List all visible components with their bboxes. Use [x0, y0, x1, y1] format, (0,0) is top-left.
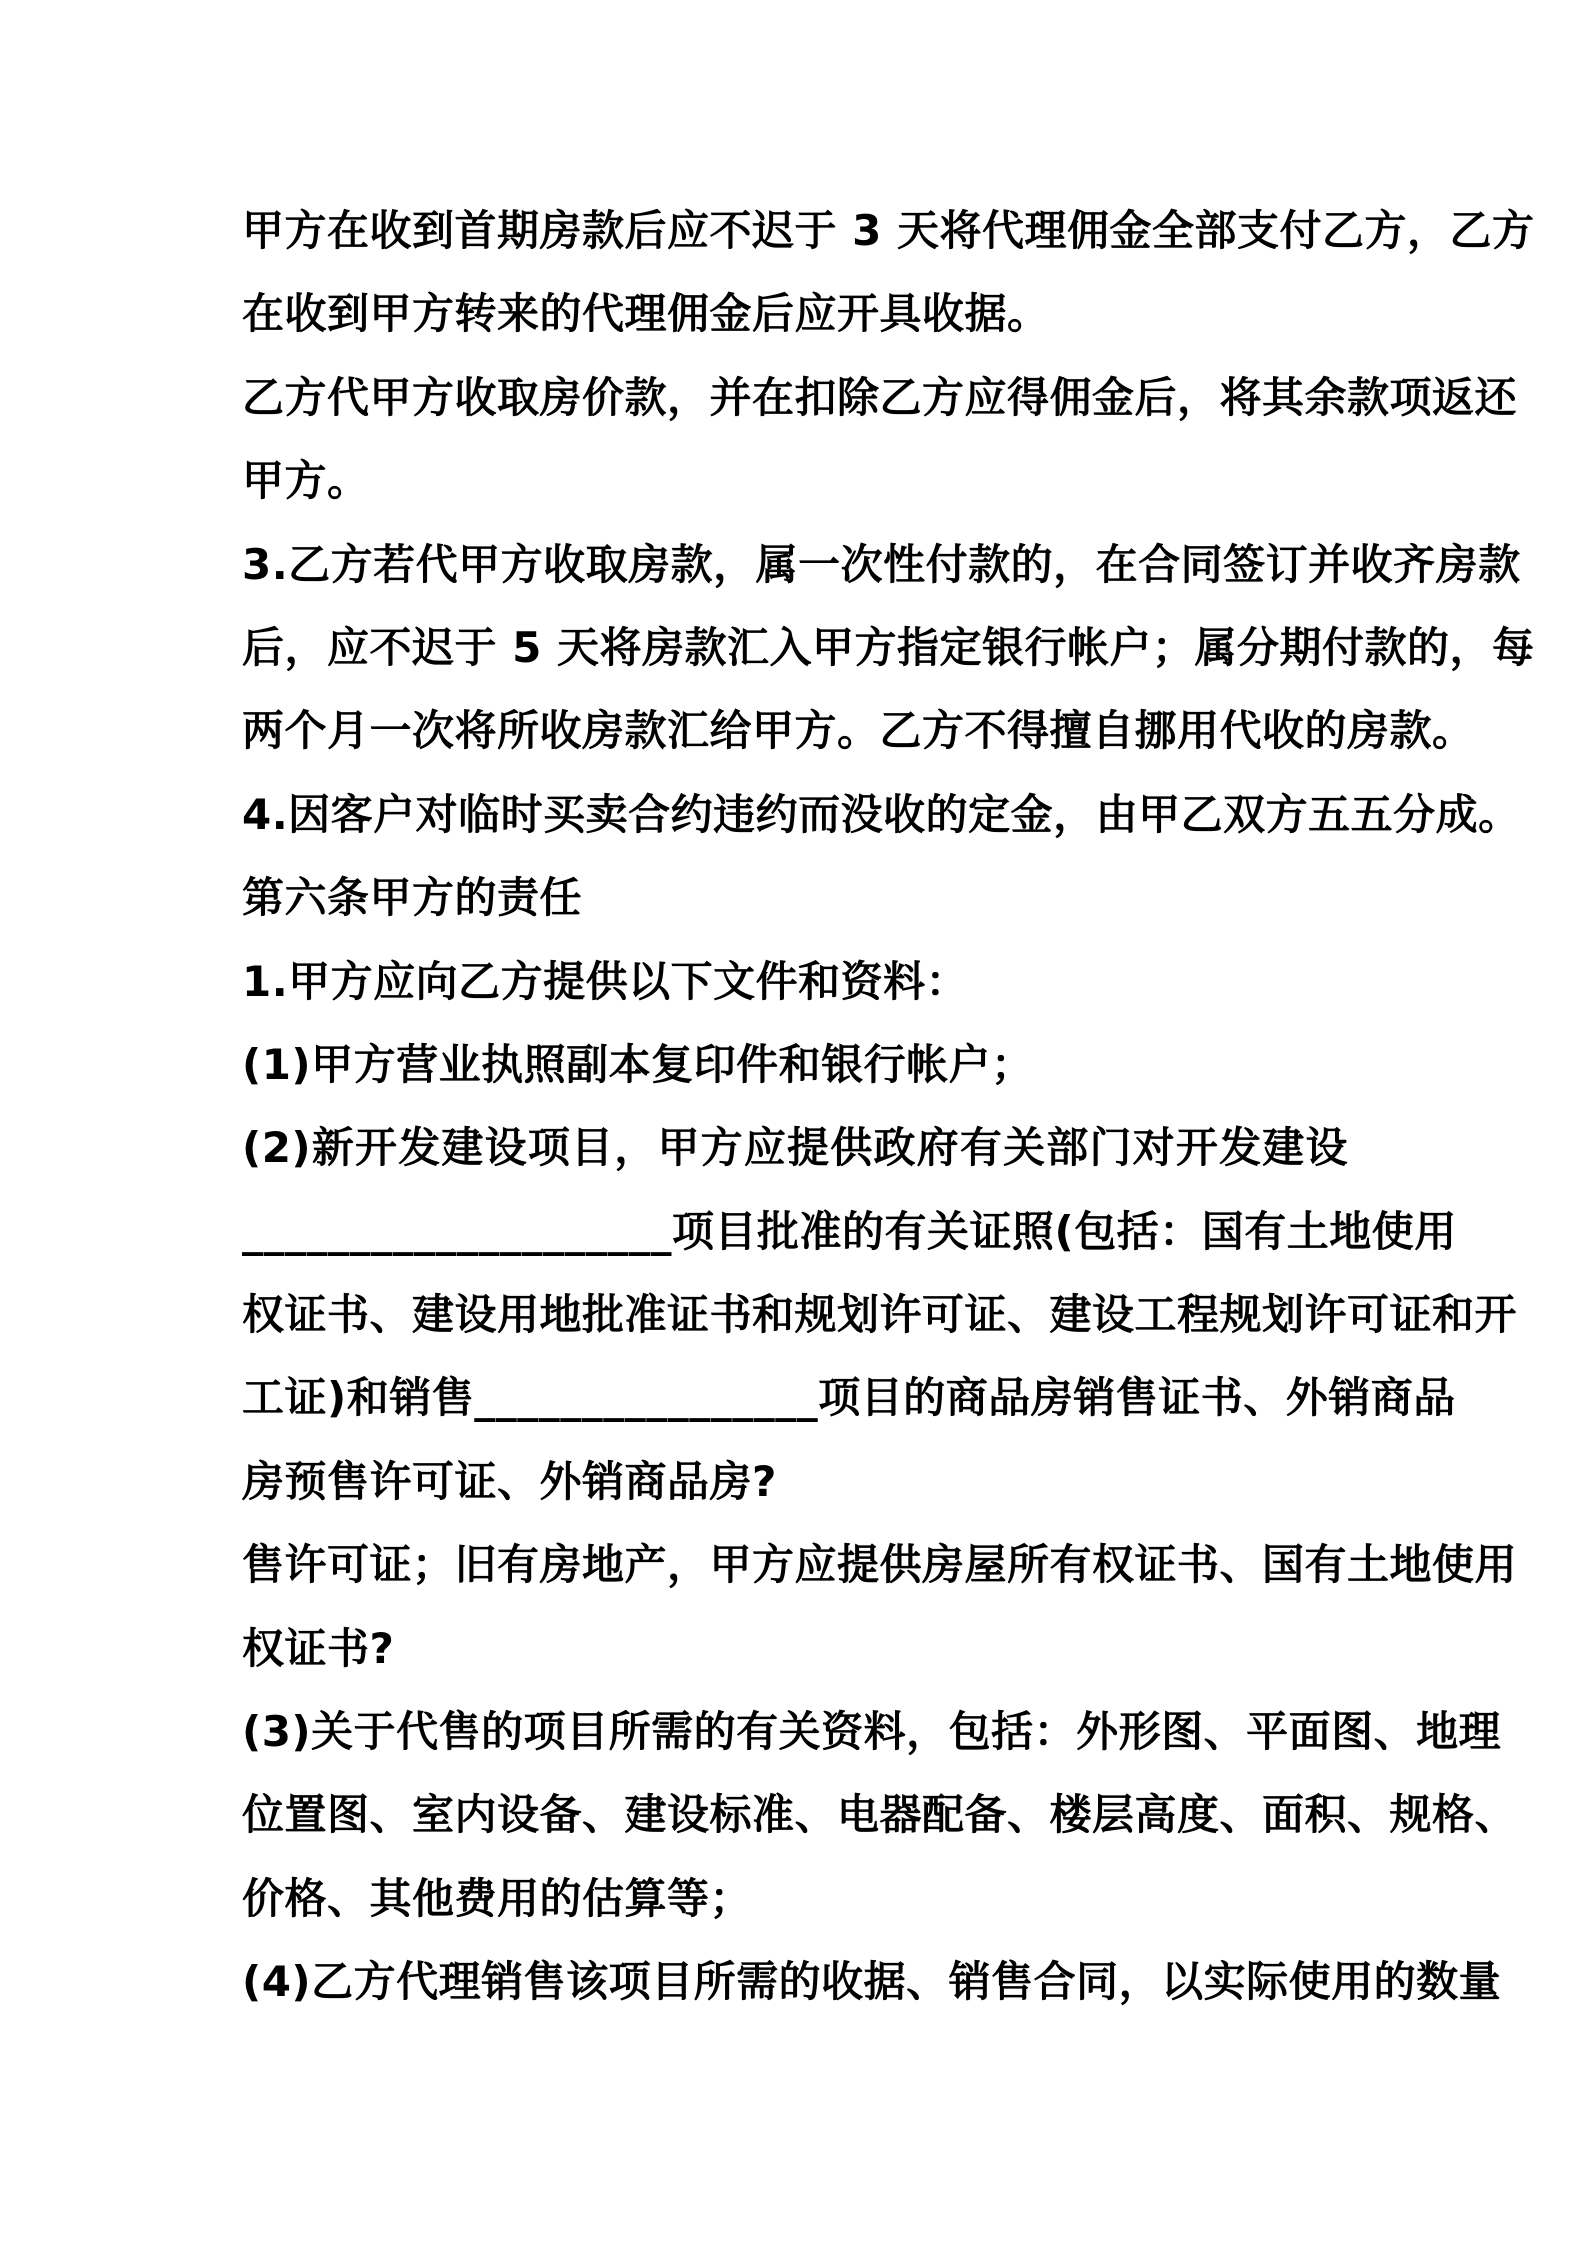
text-line: 甲方。: [242, 456, 370, 506]
text-line-blank-field: ____________________项目批准的有关证照(包括：国有土地使用: [242, 1206, 1457, 1256]
section-heading-article-6: 第六条甲方的责任: [242, 873, 583, 923]
text-line-subitem-3: (3)关于代售的项目所需的有关资料，包括：外形图、平面图、地理: [242, 1707, 1502, 1757]
text-line: 售许可证；旧有房地产，甲方应提供房屋所有权证书、国有土地使用: [242, 1540, 1518, 1590]
text-line-subitem-1: (1)甲方营业执照副本复印件和银行帐户；: [242, 1039, 1034, 1089]
text-line: 权证书、建设用地批准证书和规划许可证、建设工程规划许可证和开: [242, 1290, 1518, 1340]
text-line: 甲方在收到首期房款后应不迟于 3 天将代理佣金全部支付乙方，乙方: [242, 206, 1535, 255]
text-line: 乙方代甲方收取房价款，并在扣除乙方应得佣金后，将其余款项返还: [242, 372, 1518, 422]
text-line-clause-4: 4.因客户对临时买卖合约违约而没收的定金，由甲乙双方五五分成。: [242, 789, 1521, 839]
text-line-subitem-4: (4)乙方代理销售该项目所需的收据、销售合同，以实际使用的数量: [242, 1957, 1502, 2007]
text-line-item-1: 1.甲方应向乙方提供以下文件和资料：: [242, 956, 969, 1006]
text-line-clause-3: 3.乙方若代甲方收取房款，属一次性付款的，在合同签订并收齐房款: [242, 539, 1521, 589]
contract-text-block: [242, 206, 1535, 2041]
text-line: 两个月一次将所收房款汇给甲方。乙方不得擅自挪用代收的房款。: [242, 706, 1475, 756]
text-line: 权证书?: [242, 1623, 395, 1673]
text-line-subitem-2: (2)新开发建设项目，甲方应提供政府有关部门对开发建设: [242, 1123, 1348, 1173]
text-line: 价格、其他费用的估算等；: [242, 1873, 753, 1923]
text-line: 房预售许可证、外销商品房?: [242, 1456, 777, 1506]
text-line: 后，应不迟于 5 天将房款汇入甲方指定银行帐户；属分期付款的，每: [242, 622, 1535, 672]
text-line: 在收到甲方转来的代理佣金后应开具收据。: [242, 289, 1050, 339]
text-line: 位置图、室内设备、建设标准、电器配备、楼层高度、面积、规格、: [242, 1790, 1518, 1840]
text-line-blank-field: 工证)和销售________________项目的商品房销售证书、外销商品: [242, 1373, 1456, 1423]
